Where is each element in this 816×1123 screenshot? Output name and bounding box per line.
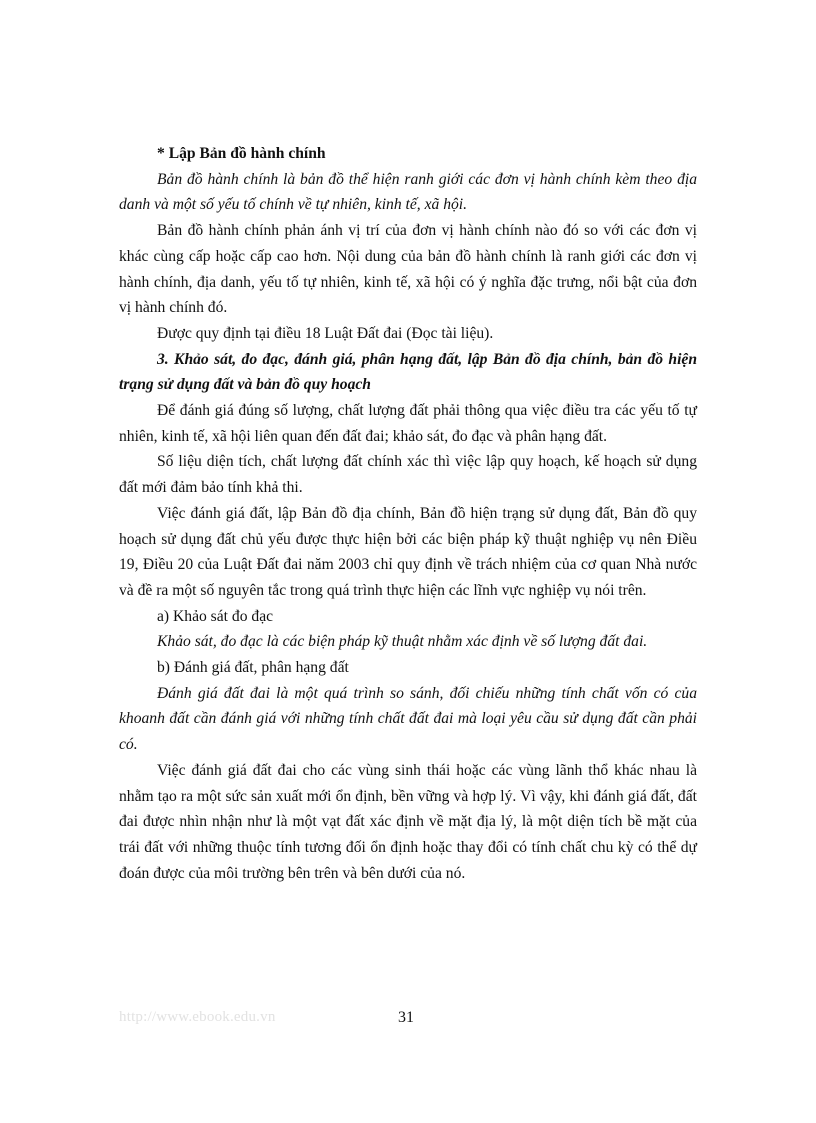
paragraph: Được quy định tại điều 18 Luật Đất đai (Đọc tài liệu). (157, 324, 494, 342)
paragraph: Bản đồ hành chính phản ánh vị trí của đơn vị hành chính nào đó so với các đơn vị khác cùng cấp hoặc cấp cao hơn. Nội dung của bản đồ hành chính là ranh giới các đơn vị hành chính, địa danh, yếu tố tự nhiên, kinh tế, xã hội có ý nghĩa đặc trưng, nổi bật của đơn vị hành chính đó. (119, 222, 697, 317)
definition-paragraph: Khảo sát, đo đạc là các biện pháp kỹ thuật nhằm xác định về số lượng đất đai. (157, 633, 648, 651)
section-heading-ban-do-hanh-chinh: * Lập Bản đồ hành chính (157, 145, 326, 162)
paragraph: Số liệu diện tích, chất lượng đất chính xác thì việc lập quy hoạch, kế hoạch sử dụng đất mới đảm bảo tính khả thi. (119, 453, 697, 497)
body-text (119, 141, 697, 886)
subheading-a: a) Khảo sát đo đạc (157, 607, 274, 625)
paragraph: Việc đánh giá đất đai cho các vùng sinh thái hoặc các vùng lãnh thổ khác nhau là nhằm tạo ra một sức sản xuất mới ổn định, bền vững và hợp lý. Vì vậy, khi đánh giá đất, đất đai được nhìn nhận như là một vạt đất xác định về mặt địa lý, là một diện tích bề mặt của trái đất với những thuộc tính tương đối ổn định hoặc thay đổi có tính chất chu kỳ có thể dự đoán được của môi trường bên trên và bên dưới của nó. (119, 761, 697, 882)
page-number: 31 (398, 1009, 414, 1026)
footer-url: http://www.ebook.edu.vn (119, 1009, 276, 1025)
section-heading-3: 3. Khảo sát, đo đạc, đánh giá, phân hạng đất, lập Bản đồ địa chính, bản đồ hiện trạng sử dụng đất và bản đồ quy hoạch (119, 350, 697, 394)
definition-paragraph: Đánh giá đất đai là một quá trình so sánh, đối chiếu những tính chất vốn có của khoanh đất cần đánh giá với những tính chất đất đai mà loại yêu cầu sử dụng đất cần phải có. (119, 684, 697, 754)
paragraph: Việc đánh giá đất, lập Bản đồ địa chính, Bản đồ hiện trạng sử dụng đất, Bản đồ quy hoạch sử dụng đất chủ yếu được thực hiện bởi các biện pháp kỹ thuật nghiệp vụ nên Điều 19, Điều 20 của Luật Đất đai năm 2003 chỉ quy định về trách nhiệm của cơ quan Nhà nước và đề ra một số nguyên tắc trong quá trình thực hiện các lĩnh vực nghiệp vụ nói trên. (119, 504, 697, 599)
definition-paragraph: Bản đồ hành chính là bản đồ thể hiện ranh giới các đơn vị hành chính kèm theo địa danh và một số yếu tố chính về tự nhiên, kinh tế, xã hội. (119, 170, 697, 214)
subheading-b: b) Đánh giá đất, phân hạng đất (157, 659, 349, 677)
paragraph: Để đánh giá đúng số lượng, chất lượng đất phải thông qua việc điều tra các yếu tố tự nhiên, kinh tế, xã hội liên quan đến đất đai; khảo sát, đo đạc và phân hạng đất. (119, 402, 697, 445)
